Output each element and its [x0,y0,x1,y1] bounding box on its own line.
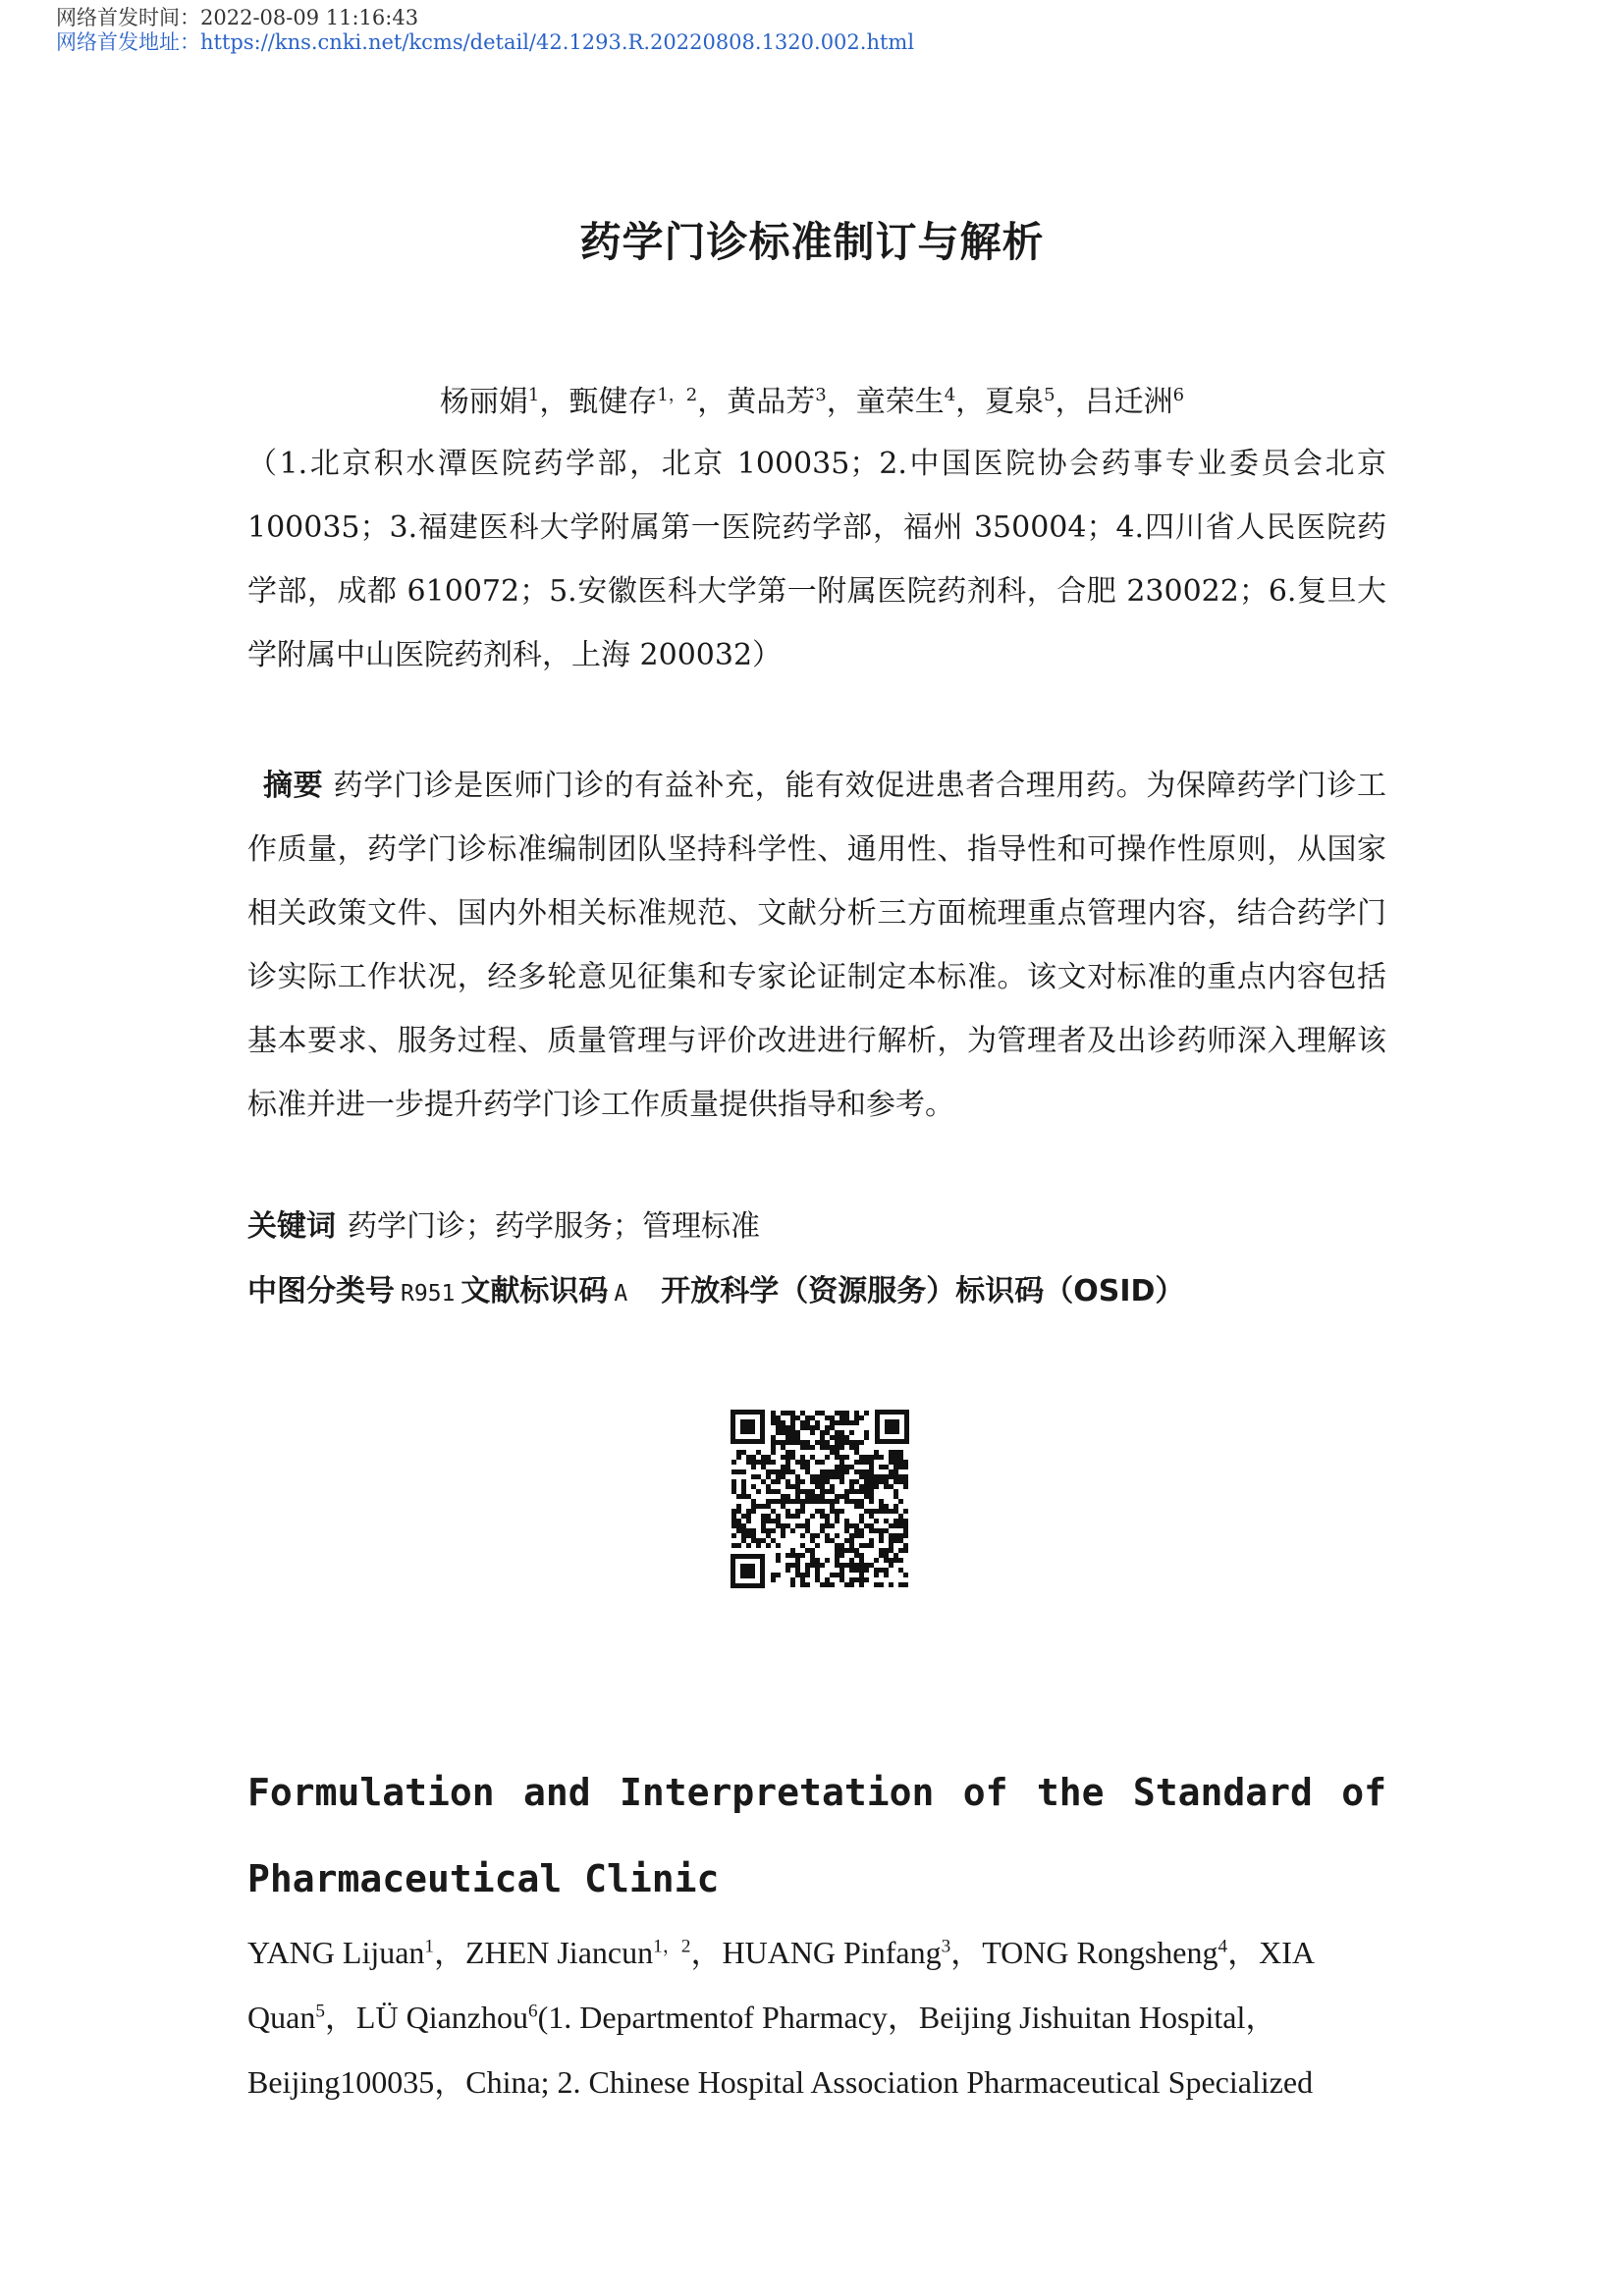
author-name: 夏泉 [985,385,1045,419]
publish-url-line[interactable] [56,30,914,55]
author-affil-mark: 6 [527,2001,538,2022]
publish-time: 2022-08-09 11:16:43 [200,6,419,29]
author-affil-mark: 1，2 [653,1936,691,1957]
classification-line [247,1272,1184,1313]
author-name-en: XIA Quan [247,1935,1314,2035]
clc-code: R951 [401,1281,456,1307]
author-name-en: YANG Lijuan [247,1935,425,1970]
affiliations-cn: （1.北京积水潭医院药学部，北京 100035；2.中国医院协会药事专业委员会北京100035；3.福建医科大学附属第一医院药学部，福州 350004；4.四川省人民医院药学部，成都 610072；5.安徽医科大学第一附属医院药剂科，合肥 230022；6.复旦大学附属中山医院药剂科，上海 200032） [247,447,1386,672]
author-affil-mark: 3 [815,385,827,405]
paper-title-cn: 药学门诊标准制订与解析 [579,218,1045,266]
publish-time-line [56,6,914,30]
keywords-text: 药学门诊；药学服务；管理标准 [348,1209,760,1244]
author-name: 甄健存 [568,385,658,419]
author-name: 黄品芳 [727,385,816,419]
qr-code-icon [731,1410,909,1588]
abstract-text: 药学门诊是医师门诊的有益补充，能有效促进患者合理用药。为保障药学门诊工作质量，药学门诊标准编制团队坚持科学性、通用性、指导性和可操作性原则，从国家相关政策文件、国内外相关标准规范、文献分析三方面梳理重点管理内容，结合药学门诊实际工作状况，经多轮意见征集和专家论证制定本标准。该文对标准的重点内容包括基本要求、服务过程、质量管理与评价改进进行解析，为管理者及出诊药师深入理解该标准并进一步提升药学门诊工作质量提供指导和参考。 [247,769,1387,1122]
author-affil-mark: 1 [527,385,540,405]
author-name: 杨丽娟 [439,385,528,419]
author-affil-mark: 1，2 [657,385,698,405]
author-affil-mark: 4 [1218,1936,1228,1957]
doc-code: A [614,1281,628,1307]
author-affil-mark: 5 [315,2001,325,2022]
publish-url-label: 网络首发地址： [56,30,200,54]
author-list-en: YANG Lijuan$^1$，ZHEN Jiancun$^{1,2}$，HUANG Pinfang$^3$，TONG Rongsheng$^4$，XIA Quan$^5$，LÜ Qianzhou$^6$(1. Departmentof Pharmacy，Beijing Jishuitan Hospital，Beijing100035，China; 2. Chinese Hospital Association Pharmaceutical Specialized [247,1935,1314,2100]
author-affil-mark: 6 [1172,385,1185,405]
paper-title-en: Formulation and Interpretation of the Standard of Pharmaceutical Clinic [247,1771,1386,1900]
affiliations-en: (1. Departmentof Pharmacy，Beijing Jishuitan Hospital，Beijing100035，China; 2. Chinese Hospital Association Pharmaceutical Specialized [247,2000,1314,2100]
author-name: 吕迁洲 [1084,385,1173,419]
abstract-cn [247,754,1386,1137]
publish-time-label: 网络首发时间： [56,6,200,29]
keywords-cn [247,1207,760,1247]
keywords-label: 关键词 [247,1209,336,1244]
publish-url-link[interactable]: https://kns.cnki.net/kcms/detail/42.1293.R.20220808.1320.002.html [200,30,915,54]
online-publication-info [56,6,914,55]
author-name: 童荣生 [855,385,945,419]
abstract-label: 摘要 [263,769,324,803]
author-name-en: ZHEN Jiancun [465,1935,654,1970]
doc-code-label: 文献标识码 [460,1274,609,1308]
author-list-cn: 杨丽娟$^1$，甄健存$^{1,2}$，黄品芳$^3$，童荣生$^4$，夏泉$^5$，吕迁洲$^6$ [439,385,1185,419]
osid-label: 开放科学（资源服务）标识码（OSID） [661,1274,1185,1308]
author-name-en: TONG Rongsheng [982,1935,1218,1970]
author-affil-mark: 3 [941,1936,951,1957]
clc-label: 中图分类号 [247,1274,395,1308]
author-affil-mark: 5 [1044,385,1056,405]
author-name-en: HUANG Pinfang [722,1935,942,1970]
author-affil-mark: 1 [424,1936,435,1957]
author-name-en: LÜ Qianzhou [355,2000,528,2035]
author-affil-mark: 4 [944,385,956,405]
